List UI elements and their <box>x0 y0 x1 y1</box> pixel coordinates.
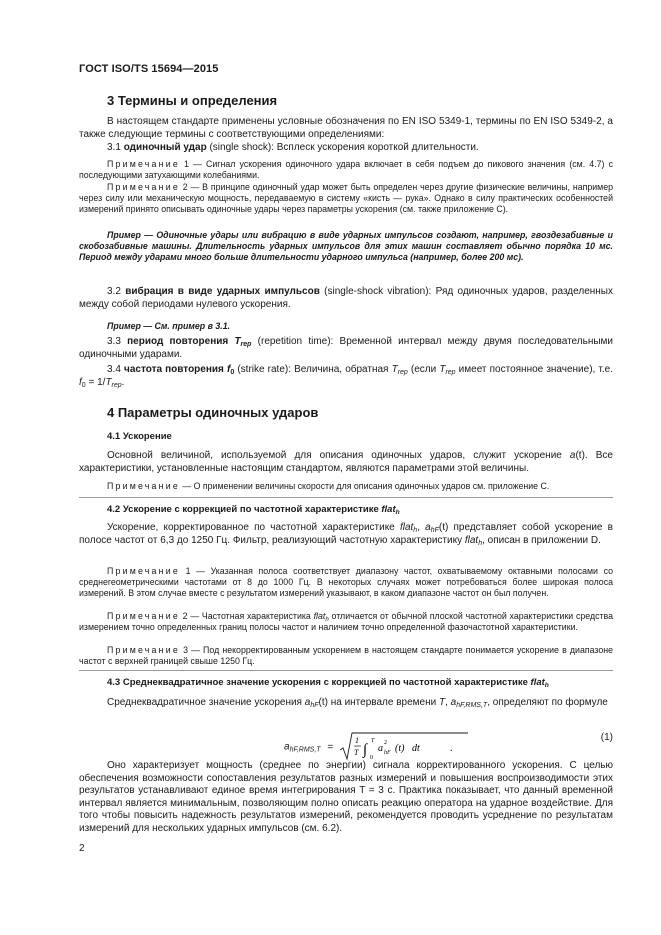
note-text: 3 — Под некорректированным ускорением в настоящем стандарте понимается ускорение в диапазоне частот с верхней границей свыше 1250 Гц. <box>79 645 613 666</box>
document-header: ГОСТ ISO/TS 15694—2015 <box>79 63 219 75</box>
symbol-sub: 0 <box>81 381 86 389</box>
term-number: 3.3 <box>107 336 121 347</box>
symbol-flat: flat <box>381 504 396 515</box>
term-definition: (single-shock vibration): Ряд одиночных ударов, разделенных между собой периодами нулевого ускорения. <box>79 286 613 310</box>
note-3-1-1 <box>79 159 613 181</box>
note-4-1 <box>79 481 613 492</box>
symbol-a: a <box>425 522 431 533</box>
note-label: Примечание <box>107 645 180 655</box>
formula-radical <box>340 732 470 762</box>
note-4-2-3 <box>79 645 613 667</box>
paragraph-text: Основной величиной, используемой для описания одиночных ударов, служит ускорение <box>107 450 570 461</box>
symbol-t: T <box>438 697 446 708</box>
symbol-flat: flat <box>530 677 545 688</box>
formula-period: . <box>449 743 453 754</box>
section-4-3-explanation: Оно характеризует мощность (среднее по энергии) сигнала корректированного ускорения. С целью обеспечения возможности сопоставления результатов разных измерений и повышения воспроизводимости этих результатов устанавливают единое время интегрирования T = 3 с. Практика показывает, что данный временной интервал является минимальным, позволяющим полно описать реакцию оператора на ударное воздействие. Для того чтобы повысить надежность результатов измерений, рекомендуется проводить усреднение по результатам измерений для нескольких ударных импульсов (см. 6.2). <box>79 760 613 834</box>
note-text: 1 — Сигнал ускорения одиночного удара включает в себя подъем до пикового значения (см. 4.7) с последующими затухающими колебаниями. <box>79 159 613 180</box>
divider <box>79 497 613 498</box>
page-number: 2 <box>79 843 85 854</box>
symbol-a: a <box>450 697 457 708</box>
formula-expression <box>284 732 470 762</box>
symbol-a: a <box>304 697 311 708</box>
section-4-1-heading: 4.1 Ускорение <box>107 431 172 442</box>
integrand-arg: (t) <box>394 743 405 754</box>
term-name: частота повторения <box>124 364 224 375</box>
section-4-3-heading <box>79 677 641 688</box>
symbol-f: f <box>226 364 231 375</box>
note-text: 2 — В принципе одиночный удар может быть определен через другие физические величины, например через силу или механическую мощность, передаваемую в систему «кисть — рука». Однако в силу практических особенностей измерений принято описывать одиночные удары через параметры ускорения (см. также приложение С). <box>79 182 613 214</box>
symbol-sub: rep <box>240 341 252 348</box>
term-3-2 <box>79 286 613 311</box>
symbol-sub: h <box>478 539 483 547</box>
integrand-dt: dt <box>411 743 420 754</box>
symbol-t: T <box>234 336 241 347</box>
heading-text: 4.2 Ускорение с коррекцией по частотной характеристике <box>107 504 382 515</box>
term-number: 3.1 <box>107 142 121 153</box>
divider <box>79 670 613 671</box>
symbol-sub: hF <box>310 702 319 709</box>
paragraph-text: Ускорение, корректированное по частотной характеристике <box>107 522 400 533</box>
term-definition: (если <box>407 364 440 375</box>
symbol-t: T <box>391 364 398 375</box>
term-number: 3.2 <box>107 286 121 297</box>
symbol-flat: flat <box>399 522 414 533</box>
integral-sign: ∫ <box>362 742 368 758</box>
note-label: Примечание <box>107 182 180 192</box>
note-4-2-1 <box>79 566 613 599</box>
paragraph-text: , <box>417 522 426 533</box>
symbol-f: f <box>79 376 82 388</box>
section-4-2-text <box>79 522 613 547</box>
note-3-1-2 <box>79 182 613 215</box>
example-3-1: Пример — Одиночные удары или вибрацию в виде ударных импульсов создают, например, гвоздезабивные и скобозабивные машины. Длительность ударных импульсов для этих машин составляет обычно порядка 10 мс. Период между ударами много больше длительности ударного импульса (например, более 200 мс). <box>79 230 613 262</box>
term-name: период повторения <box>127 336 229 347</box>
note-label: Примечание <box>107 566 180 576</box>
symbol-a: a <box>569 450 576 461</box>
symbol-t: T <box>105 376 112 388</box>
term-definition: (strike rate): Величина, обратная <box>234 364 392 375</box>
section-4-3-text <box>79 697 613 710</box>
paragraph-text: , определяют по формуле <box>487 697 608 708</box>
term-definition: (repetition time): Временной интервал между двумя последовательными одиночными ударами. <box>79 336 613 360</box>
integrand-sub: hF <box>383 750 391 756</box>
note-label: Примечание <box>107 611 180 621</box>
formula-sub: hF,RMS,T <box>289 746 321 754</box>
symbol-t: T <box>439 364 446 375</box>
paragraph-text: , <box>445 697 451 708</box>
symbol-sub: 0 <box>230 369 235 376</box>
example-3-2: Пример — См. пример в 3.1. <box>107 321 231 331</box>
symbol-sub: h <box>325 616 329 623</box>
section-4-heading: 4 Параметры одиночных ударов <box>107 405 319 420</box>
symbol-sub: rep <box>397 369 408 376</box>
frac-num: 1 <box>354 736 359 745</box>
formula-equals: = <box>327 741 334 753</box>
section-3-heading: 3 Термины и определения <box>107 93 278 108</box>
note-text: 2 — Частотная характеристика <box>179 611 314 621</box>
term-name: одиночный удар <box>123 142 207 153</box>
symbol-sub: hF,RMS,T <box>456 702 488 709</box>
note-text: 1 — Указанная полоса соответствует диапазону частот, охватываемому октавными полосами со среднегеометрическими частотами от 8 до 1000 Гц. В некоторых случаях может потребоваться более широкая полоса измерений. В этом случае вместе с результатом измерений указывают, в каком диапазоне частот он был получен. <box>79 566 613 598</box>
term-3-3 <box>79 336 613 361</box>
symbol-sub: h <box>395 509 400 516</box>
symbol-sub: hF <box>430 527 439 534</box>
term-definition: имеет постоянное значение), т.е. <box>455 364 614 375</box>
integrand-a: a <box>377 743 383 754</box>
section-4-1-text <box>79 450 613 475</box>
integrand-power: 2 <box>383 740 387 746</box>
note-text: — О применении величины скорости для описания одиночных ударов см. приложение С. <box>179 481 550 491</box>
symbol-sub: h <box>544 682 549 689</box>
section-4-2-heading <box>79 504 641 515</box>
note-label: Примечание <box>107 481 180 491</box>
term-name: вибрация в виде ударных импульсов <box>125 286 320 297</box>
integral-upper: T <box>370 738 375 744</box>
note-label: Примечание <box>107 159 180 169</box>
paragraph-text: . Все характеристики, установленные настоящим стандартом, являются параметрами этой величины. <box>79 450 613 474</box>
term-definition: . <box>121 376 125 388</box>
note-text: отличается от обычной плоской частотной характеристики средства измерением точно определенных границ полосы частот и наличием точно определенной фазочастотной характеристики. <box>79 611 613 632</box>
paragraph-text: (t) представляет собой ускорение в полосе частот от 6,3 до 1250 Гц. Фильтр, реализующий частотную характеристику <box>79 522 613 546</box>
integral-lower: 0 <box>369 755 373 761</box>
frac-den: T <box>353 748 359 757</box>
symbol-flat: flat <box>313 611 326 621</box>
note-4-2-2 <box>79 611 613 633</box>
paragraph-text: (t) на интервале времени <box>318 697 439 708</box>
term-3-1 <box>79 142 613 155</box>
term-number: 3.4 <box>107 364 121 375</box>
term-definition: (single shock): Всплеск ускорения короткой длительности. <box>206 142 479 153</box>
formula-1 <box>79 718 613 761</box>
symbol-sub: rep <box>445 369 456 376</box>
term-definition: = 1/ <box>85 376 106 388</box>
symbol-flat: flat <box>464 534 479 546</box>
paragraph-text: , описан в приложении D. <box>482 534 601 546</box>
symbol-arg: (t) <box>575 450 585 461</box>
term-3-4 <box>79 364 613 389</box>
formula-number: (1) <box>600 732 613 743</box>
heading-text: 4.3 Среднеквадратичное значение ускорения с коррекцией по частотной характеристике <box>107 677 531 688</box>
section-3-intro: В настоящем стандарте применены условные обозначения по EN ISO 5349-1, термины по EN ISO 5349-2, а также следующие термины с соответствующими определениями: <box>79 116 613 140</box>
symbol-sub: h <box>413 527 418 534</box>
symbol-sub: rep <box>111 381 122 389</box>
formula-a: a <box>284 741 290 753</box>
paragraph-text: Среднеквадратичное значение ускорения <box>107 697 305 708</box>
